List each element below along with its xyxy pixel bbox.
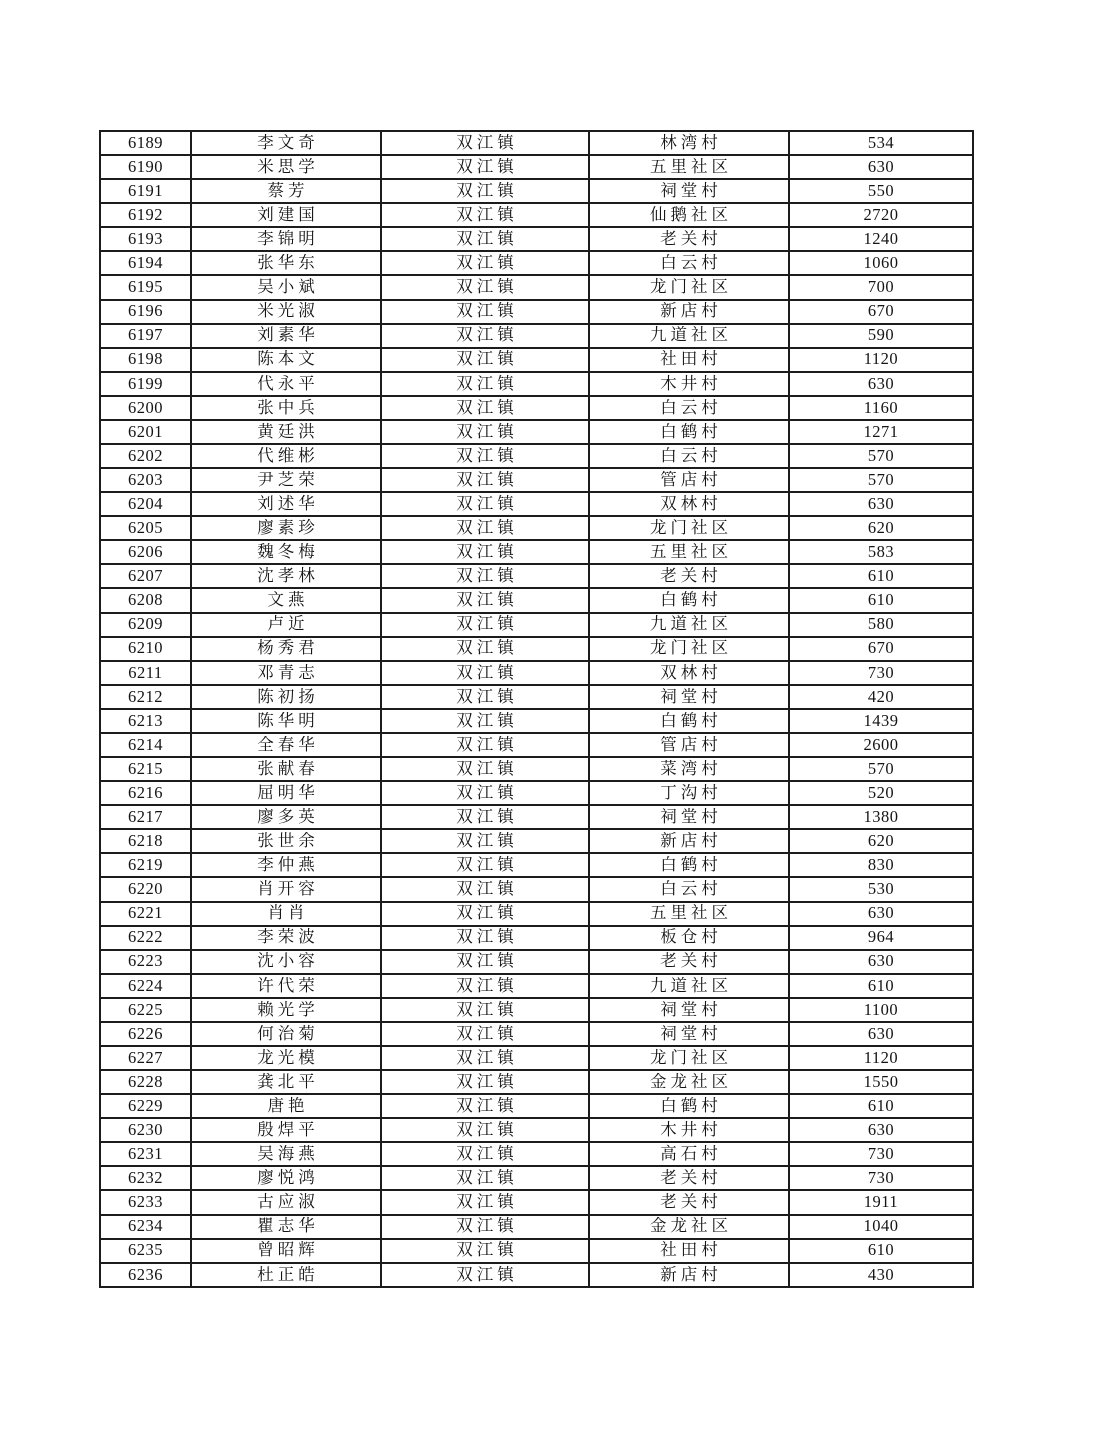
cell-serial-number: 6190 — [100, 155, 191, 179]
cell-amount: 630 — [789, 155, 973, 179]
cell-serial-number: 6194 — [100, 251, 191, 275]
table-row — [100, 1239, 973, 1263]
table-row — [100, 300, 973, 324]
cell-amount: 550 — [789, 179, 973, 203]
cell-village: 龙门社区 — [589, 1046, 789, 1070]
cell-person-name: 全春华 — [191, 733, 381, 757]
cell-person-name: 廖素珍 — [191, 516, 381, 540]
table-row — [100, 661, 973, 685]
table-row — [100, 251, 973, 275]
cell-village: 菜湾村 — [589, 757, 789, 781]
cell-amount: 1271 — [789, 420, 973, 444]
cell-town: 双江镇 — [381, 131, 589, 155]
cell-village: 木井村 — [589, 1118, 789, 1142]
table-row — [100, 1190, 973, 1214]
cell-amount: 620 — [789, 516, 973, 540]
table-row — [100, 926, 973, 950]
cell-amount: 830 — [789, 853, 973, 877]
cell-serial-number: 6204 — [100, 492, 191, 516]
cell-person-name: 龚北平 — [191, 1070, 381, 1094]
cell-town: 双江镇 — [381, 781, 589, 805]
cell-person-name: 古应淑 — [191, 1190, 381, 1214]
cell-amount: 1120 — [789, 1046, 973, 1070]
cell-amount: 610 — [789, 1239, 973, 1263]
cell-amount: 1060 — [789, 251, 973, 275]
cell-town: 双江镇 — [381, 950, 589, 974]
cell-person-name: 尹芝荣 — [191, 468, 381, 492]
cell-amount: 630 — [789, 372, 973, 396]
cell-serial-number: 6200 — [100, 396, 191, 420]
cell-person-name: 殷焊平 — [191, 1118, 381, 1142]
cell-amount: 534 — [789, 131, 973, 155]
cell-amount: 630 — [789, 492, 973, 516]
cell-village: 林湾村 — [589, 131, 789, 155]
cell-village: 白云村 — [589, 251, 789, 275]
cell-amount: 1160 — [789, 396, 973, 420]
table-row — [100, 637, 973, 661]
table-body — [100, 131, 973, 1287]
table-row — [100, 444, 973, 468]
cell-person-name: 刘述华 — [191, 492, 381, 516]
cell-serial-number: 6218 — [100, 829, 191, 853]
cell-person-name: 沈小容 — [191, 950, 381, 974]
cell-serial-number: 6216 — [100, 781, 191, 805]
cell-amount: 730 — [789, 661, 973, 685]
cell-serial-number: 6198 — [100, 348, 191, 372]
cell-person-name: 李仲燕 — [191, 853, 381, 877]
cell-amount: 1100 — [789, 998, 973, 1022]
cell-town: 双江镇 — [381, 396, 589, 420]
cell-person-name: 张华东 — [191, 251, 381, 275]
cell-town: 双江镇 — [381, 155, 589, 179]
cell-town: 双江镇 — [381, 1094, 589, 1118]
cell-village: 龙门社区 — [589, 275, 789, 299]
cell-serial-number: 6196 — [100, 300, 191, 324]
cell-town: 双江镇 — [381, 468, 589, 492]
cell-village: 老关村 — [589, 564, 789, 588]
cell-village: 龙门社区 — [589, 637, 789, 661]
cell-village: 五里社区 — [589, 540, 789, 564]
table-row — [100, 757, 973, 781]
cell-person-name: 文燕 — [191, 588, 381, 612]
table-row — [100, 516, 973, 540]
cell-village: 白鹤村 — [589, 1094, 789, 1118]
cell-amount: 590 — [789, 324, 973, 348]
table-row — [100, 396, 973, 420]
cell-town: 双江镇 — [381, 372, 589, 396]
cell-amount: 1439 — [789, 709, 973, 733]
table-row — [100, 275, 973, 299]
cell-serial-number: 6227 — [100, 1046, 191, 1070]
cell-village: 新店村 — [589, 300, 789, 324]
cell-person-name: 沈孝林 — [191, 564, 381, 588]
cell-person-name: 张献春 — [191, 757, 381, 781]
cell-person-name: 瞿志华 — [191, 1215, 381, 1239]
cell-village: 板仓村 — [589, 926, 789, 950]
cell-serial-number: 6203 — [100, 468, 191, 492]
data-table — [99, 130, 974, 1288]
cell-village: 丁沟村 — [589, 781, 789, 805]
cell-person-name: 代维彬 — [191, 444, 381, 468]
cell-serial-number: 6212 — [100, 685, 191, 709]
cell-serial-number: 6223 — [100, 950, 191, 974]
table-row — [100, 155, 973, 179]
cell-town: 双江镇 — [381, 733, 589, 757]
cell-serial-number: 6193 — [100, 227, 191, 251]
cell-town: 双江镇 — [381, 251, 589, 275]
cell-person-name: 陈本文 — [191, 348, 381, 372]
cell-town: 双江镇 — [381, 709, 589, 733]
cell-village: 新店村 — [589, 1263, 789, 1287]
cell-town: 双江镇 — [381, 1190, 589, 1214]
cell-person-name: 张世余 — [191, 829, 381, 853]
cell-person-name: 肖开容 — [191, 877, 381, 901]
cell-village: 白鹤村 — [589, 420, 789, 444]
cell-serial-number: 6209 — [100, 613, 191, 637]
cell-person-name: 邓青志 — [191, 661, 381, 685]
cell-serial-number: 6192 — [100, 203, 191, 227]
cell-serial-number: 6205 — [100, 516, 191, 540]
table-row — [100, 877, 973, 901]
cell-village: 九道社区 — [589, 974, 789, 998]
cell-town: 双江镇 — [381, 540, 589, 564]
cell-serial-number: 6201 — [100, 420, 191, 444]
cell-serial-number: 6211 — [100, 661, 191, 685]
cell-amount: 2600 — [789, 733, 973, 757]
cell-amount: 1240 — [789, 227, 973, 251]
cell-serial-number: 6197 — [100, 324, 191, 348]
cell-serial-number: 6226 — [100, 1022, 191, 1046]
cell-town: 双江镇 — [381, 902, 589, 926]
cell-serial-number: 6214 — [100, 733, 191, 757]
cell-person-name: 唐艳 — [191, 1094, 381, 1118]
cell-person-name: 张中兵 — [191, 396, 381, 420]
table-row — [100, 613, 973, 637]
table-row — [100, 468, 973, 492]
table-row — [100, 492, 973, 516]
cell-serial-number: 6219 — [100, 853, 191, 877]
cell-person-name: 陈初扬 — [191, 685, 381, 709]
cell-amount: 630 — [789, 1022, 973, 1046]
cell-person-name: 赖光学 — [191, 998, 381, 1022]
cell-serial-number: 6225 — [100, 998, 191, 1022]
cell-serial-number: 6208 — [100, 588, 191, 612]
cell-town: 双江镇 — [381, 685, 589, 709]
table-row — [100, 540, 973, 564]
cell-serial-number: 6233 — [100, 1190, 191, 1214]
cell-village: 祠堂村 — [589, 998, 789, 1022]
cell-person-name: 蔡芳 — [191, 179, 381, 203]
cell-town: 双江镇 — [381, 974, 589, 998]
cell-town: 双江镇 — [381, 492, 589, 516]
cell-person-name: 廖多英 — [191, 805, 381, 829]
cell-amount: 610 — [789, 974, 973, 998]
cell-town: 双江镇 — [381, 926, 589, 950]
cell-person-name: 曾昭辉 — [191, 1239, 381, 1263]
table-row — [100, 131, 973, 155]
cell-serial-number: 6189 — [100, 131, 191, 155]
cell-amount: 1550 — [789, 1070, 973, 1094]
cell-serial-number: 6210 — [100, 637, 191, 661]
table-row — [100, 709, 973, 733]
cell-town: 双江镇 — [381, 1239, 589, 1263]
cell-village: 龙门社区 — [589, 516, 789, 540]
cell-serial-number: 6234 — [100, 1215, 191, 1239]
cell-amount: 620 — [789, 829, 973, 853]
cell-serial-number: 6222 — [100, 926, 191, 950]
cell-amount: 964 — [789, 926, 973, 950]
cell-amount: 530 — [789, 877, 973, 901]
cell-serial-number: 6213 — [100, 709, 191, 733]
table-row — [100, 1070, 973, 1094]
cell-village: 老关村 — [589, 1190, 789, 1214]
cell-village: 金龙社区 — [589, 1215, 789, 1239]
cell-serial-number: 6224 — [100, 974, 191, 998]
cell-amount: 610 — [789, 588, 973, 612]
table-row — [100, 902, 973, 926]
table-row — [100, 950, 973, 974]
cell-town: 双江镇 — [381, 444, 589, 468]
cell-serial-number: 6206 — [100, 540, 191, 564]
cell-village: 祠堂村 — [589, 1022, 789, 1046]
cell-village: 管店村 — [589, 468, 789, 492]
cell-amount: 730 — [789, 1166, 973, 1190]
cell-town: 双江镇 — [381, 588, 589, 612]
cell-town: 双江镇 — [381, 420, 589, 444]
cell-town: 双江镇 — [381, 1215, 589, 1239]
table-row — [100, 420, 973, 444]
table-row — [100, 733, 973, 757]
cell-village: 仙鹅社区 — [589, 203, 789, 227]
table-row — [100, 227, 973, 251]
cell-serial-number: 6231 — [100, 1142, 191, 1166]
cell-town: 双江镇 — [381, 661, 589, 685]
cell-person-name: 米光淑 — [191, 300, 381, 324]
cell-amount: 570 — [789, 444, 973, 468]
cell-town: 双江镇 — [381, 829, 589, 853]
cell-person-name: 李荣波 — [191, 926, 381, 950]
cell-village: 五里社区 — [589, 155, 789, 179]
cell-amount: 430 — [789, 1263, 973, 1287]
cell-amount: 583 — [789, 540, 973, 564]
cell-village: 老关村 — [589, 950, 789, 974]
cell-village: 双林村 — [589, 661, 789, 685]
cell-village: 祠堂村 — [589, 179, 789, 203]
cell-person-name: 许代荣 — [191, 974, 381, 998]
cell-person-name: 卢近 — [191, 613, 381, 637]
cell-serial-number: 6207 — [100, 564, 191, 588]
cell-amount: 700 — [789, 275, 973, 299]
cell-person-name: 刘建国 — [191, 203, 381, 227]
cell-village: 社田村 — [589, 1239, 789, 1263]
cell-amount: 2720 — [789, 203, 973, 227]
cell-village: 九道社区 — [589, 613, 789, 637]
cell-person-name: 龙光模 — [191, 1046, 381, 1070]
cell-village: 白云村 — [589, 877, 789, 901]
cell-amount: 630 — [789, 902, 973, 926]
cell-serial-number: 6191 — [100, 179, 191, 203]
cell-town: 双江镇 — [381, 324, 589, 348]
cell-town: 双江镇 — [381, 300, 589, 324]
table-row — [100, 1118, 973, 1142]
cell-village: 木井村 — [589, 372, 789, 396]
cell-village: 五里社区 — [589, 902, 789, 926]
cell-town: 双江镇 — [381, 613, 589, 637]
cell-town: 双江镇 — [381, 227, 589, 251]
cell-town: 双江镇 — [381, 203, 589, 227]
cell-person-name: 代永平 — [191, 372, 381, 396]
table-row — [100, 1166, 973, 1190]
cell-person-name: 李锦明 — [191, 227, 381, 251]
cell-serial-number: 6236 — [100, 1263, 191, 1287]
table-row — [100, 324, 973, 348]
cell-town: 双江镇 — [381, 1046, 589, 1070]
cell-town: 双江镇 — [381, 1142, 589, 1166]
cell-serial-number: 6230 — [100, 1118, 191, 1142]
cell-amount: 1380 — [789, 805, 973, 829]
cell-serial-number: 6221 — [100, 902, 191, 926]
cell-amount: 670 — [789, 637, 973, 661]
cell-town: 双江镇 — [381, 179, 589, 203]
cell-amount: 570 — [789, 757, 973, 781]
cell-village: 白云村 — [589, 396, 789, 420]
cell-town: 双江镇 — [381, 1022, 589, 1046]
cell-serial-number: 6232 — [100, 1166, 191, 1190]
table-row — [100, 1263, 973, 1287]
cell-person-name: 米思学 — [191, 155, 381, 179]
cell-person-name: 李文奇 — [191, 131, 381, 155]
table-row — [100, 1142, 973, 1166]
cell-amount: 610 — [789, 1094, 973, 1118]
cell-serial-number: 6202 — [100, 444, 191, 468]
table-row — [100, 853, 973, 877]
cell-serial-number: 6199 — [100, 372, 191, 396]
cell-amount: 520 — [789, 781, 973, 805]
table-row — [100, 974, 973, 998]
cell-town: 双江镇 — [381, 1070, 589, 1094]
cell-village: 社田村 — [589, 348, 789, 372]
cell-town: 双江镇 — [381, 275, 589, 299]
cell-amount: 730 — [789, 1142, 973, 1166]
cell-town: 双江镇 — [381, 1166, 589, 1190]
cell-village: 双林村 — [589, 492, 789, 516]
cell-village: 白鹤村 — [589, 588, 789, 612]
cell-amount: 630 — [789, 1118, 973, 1142]
cell-amount: 630 — [789, 950, 973, 974]
table-row — [100, 998, 973, 1022]
cell-village: 白鹤村 — [589, 853, 789, 877]
cell-town: 双江镇 — [381, 516, 589, 540]
cell-village: 老关村 — [589, 1166, 789, 1190]
cell-town: 双江镇 — [381, 1263, 589, 1287]
cell-serial-number: 6217 — [100, 805, 191, 829]
cell-village: 祠堂村 — [589, 805, 789, 829]
cell-village: 祠堂村 — [589, 685, 789, 709]
table-row — [100, 805, 973, 829]
cell-amount: 1040 — [789, 1215, 973, 1239]
cell-town: 双江镇 — [381, 637, 589, 661]
table-row — [100, 203, 973, 227]
table-row — [100, 781, 973, 805]
table-row — [100, 372, 973, 396]
cell-town: 双江镇 — [381, 853, 589, 877]
cell-person-name: 吴小斌 — [191, 275, 381, 299]
table-row — [100, 685, 973, 709]
cell-town: 双江镇 — [381, 348, 589, 372]
cell-person-name: 陈华明 — [191, 709, 381, 733]
cell-person-name: 杨秀君 — [191, 637, 381, 661]
cell-town: 双江镇 — [381, 877, 589, 901]
cell-amount: 570 — [789, 468, 973, 492]
cell-village: 白鹤村 — [589, 709, 789, 733]
cell-person-name: 何治菊 — [191, 1022, 381, 1046]
table-row — [100, 829, 973, 853]
cell-person-name: 屈明华 — [191, 781, 381, 805]
cell-village: 老关村 — [589, 227, 789, 251]
cell-serial-number: 6215 — [100, 757, 191, 781]
cell-person-name: 吴海燕 — [191, 1142, 381, 1166]
cell-person-name: 黄廷洪 — [191, 420, 381, 444]
cell-serial-number: 6235 — [100, 1239, 191, 1263]
cell-serial-number: 6195 — [100, 275, 191, 299]
cell-amount: 670 — [789, 300, 973, 324]
cell-amount: 580 — [789, 613, 973, 637]
cell-amount: 1911 — [789, 1190, 973, 1214]
cell-person-name: 刘素华 — [191, 324, 381, 348]
table-row — [100, 348, 973, 372]
cell-village: 金龙社区 — [589, 1070, 789, 1094]
cell-amount: 1120 — [789, 348, 973, 372]
cell-amount: 420 — [789, 685, 973, 709]
table-row — [100, 179, 973, 203]
table-row — [100, 588, 973, 612]
cell-village: 九道社区 — [589, 324, 789, 348]
table-row — [100, 1094, 973, 1118]
cell-person-name: 肖肖 — [191, 902, 381, 926]
cell-amount: 610 — [789, 564, 973, 588]
cell-town: 双江镇 — [381, 564, 589, 588]
cell-person-name: 廖悦鸿 — [191, 1166, 381, 1190]
table-row — [100, 564, 973, 588]
cell-serial-number: 6220 — [100, 877, 191, 901]
cell-village: 管店村 — [589, 733, 789, 757]
table-row — [100, 1215, 973, 1239]
cell-village: 新店村 — [589, 829, 789, 853]
cell-person-name: 杜正皓 — [191, 1263, 381, 1287]
table-row — [100, 1046, 973, 1070]
table-row — [100, 1022, 973, 1046]
cell-village: 白云村 — [589, 444, 789, 468]
cell-serial-number: 6229 — [100, 1094, 191, 1118]
cell-person-name: 魏冬梅 — [191, 540, 381, 564]
cell-serial-number: 6228 — [100, 1070, 191, 1094]
cell-town: 双江镇 — [381, 998, 589, 1022]
cell-town: 双江镇 — [381, 805, 589, 829]
cell-village: 高石村 — [589, 1142, 789, 1166]
cell-town: 双江镇 — [381, 757, 589, 781]
cell-town: 双江镇 — [381, 1118, 589, 1142]
